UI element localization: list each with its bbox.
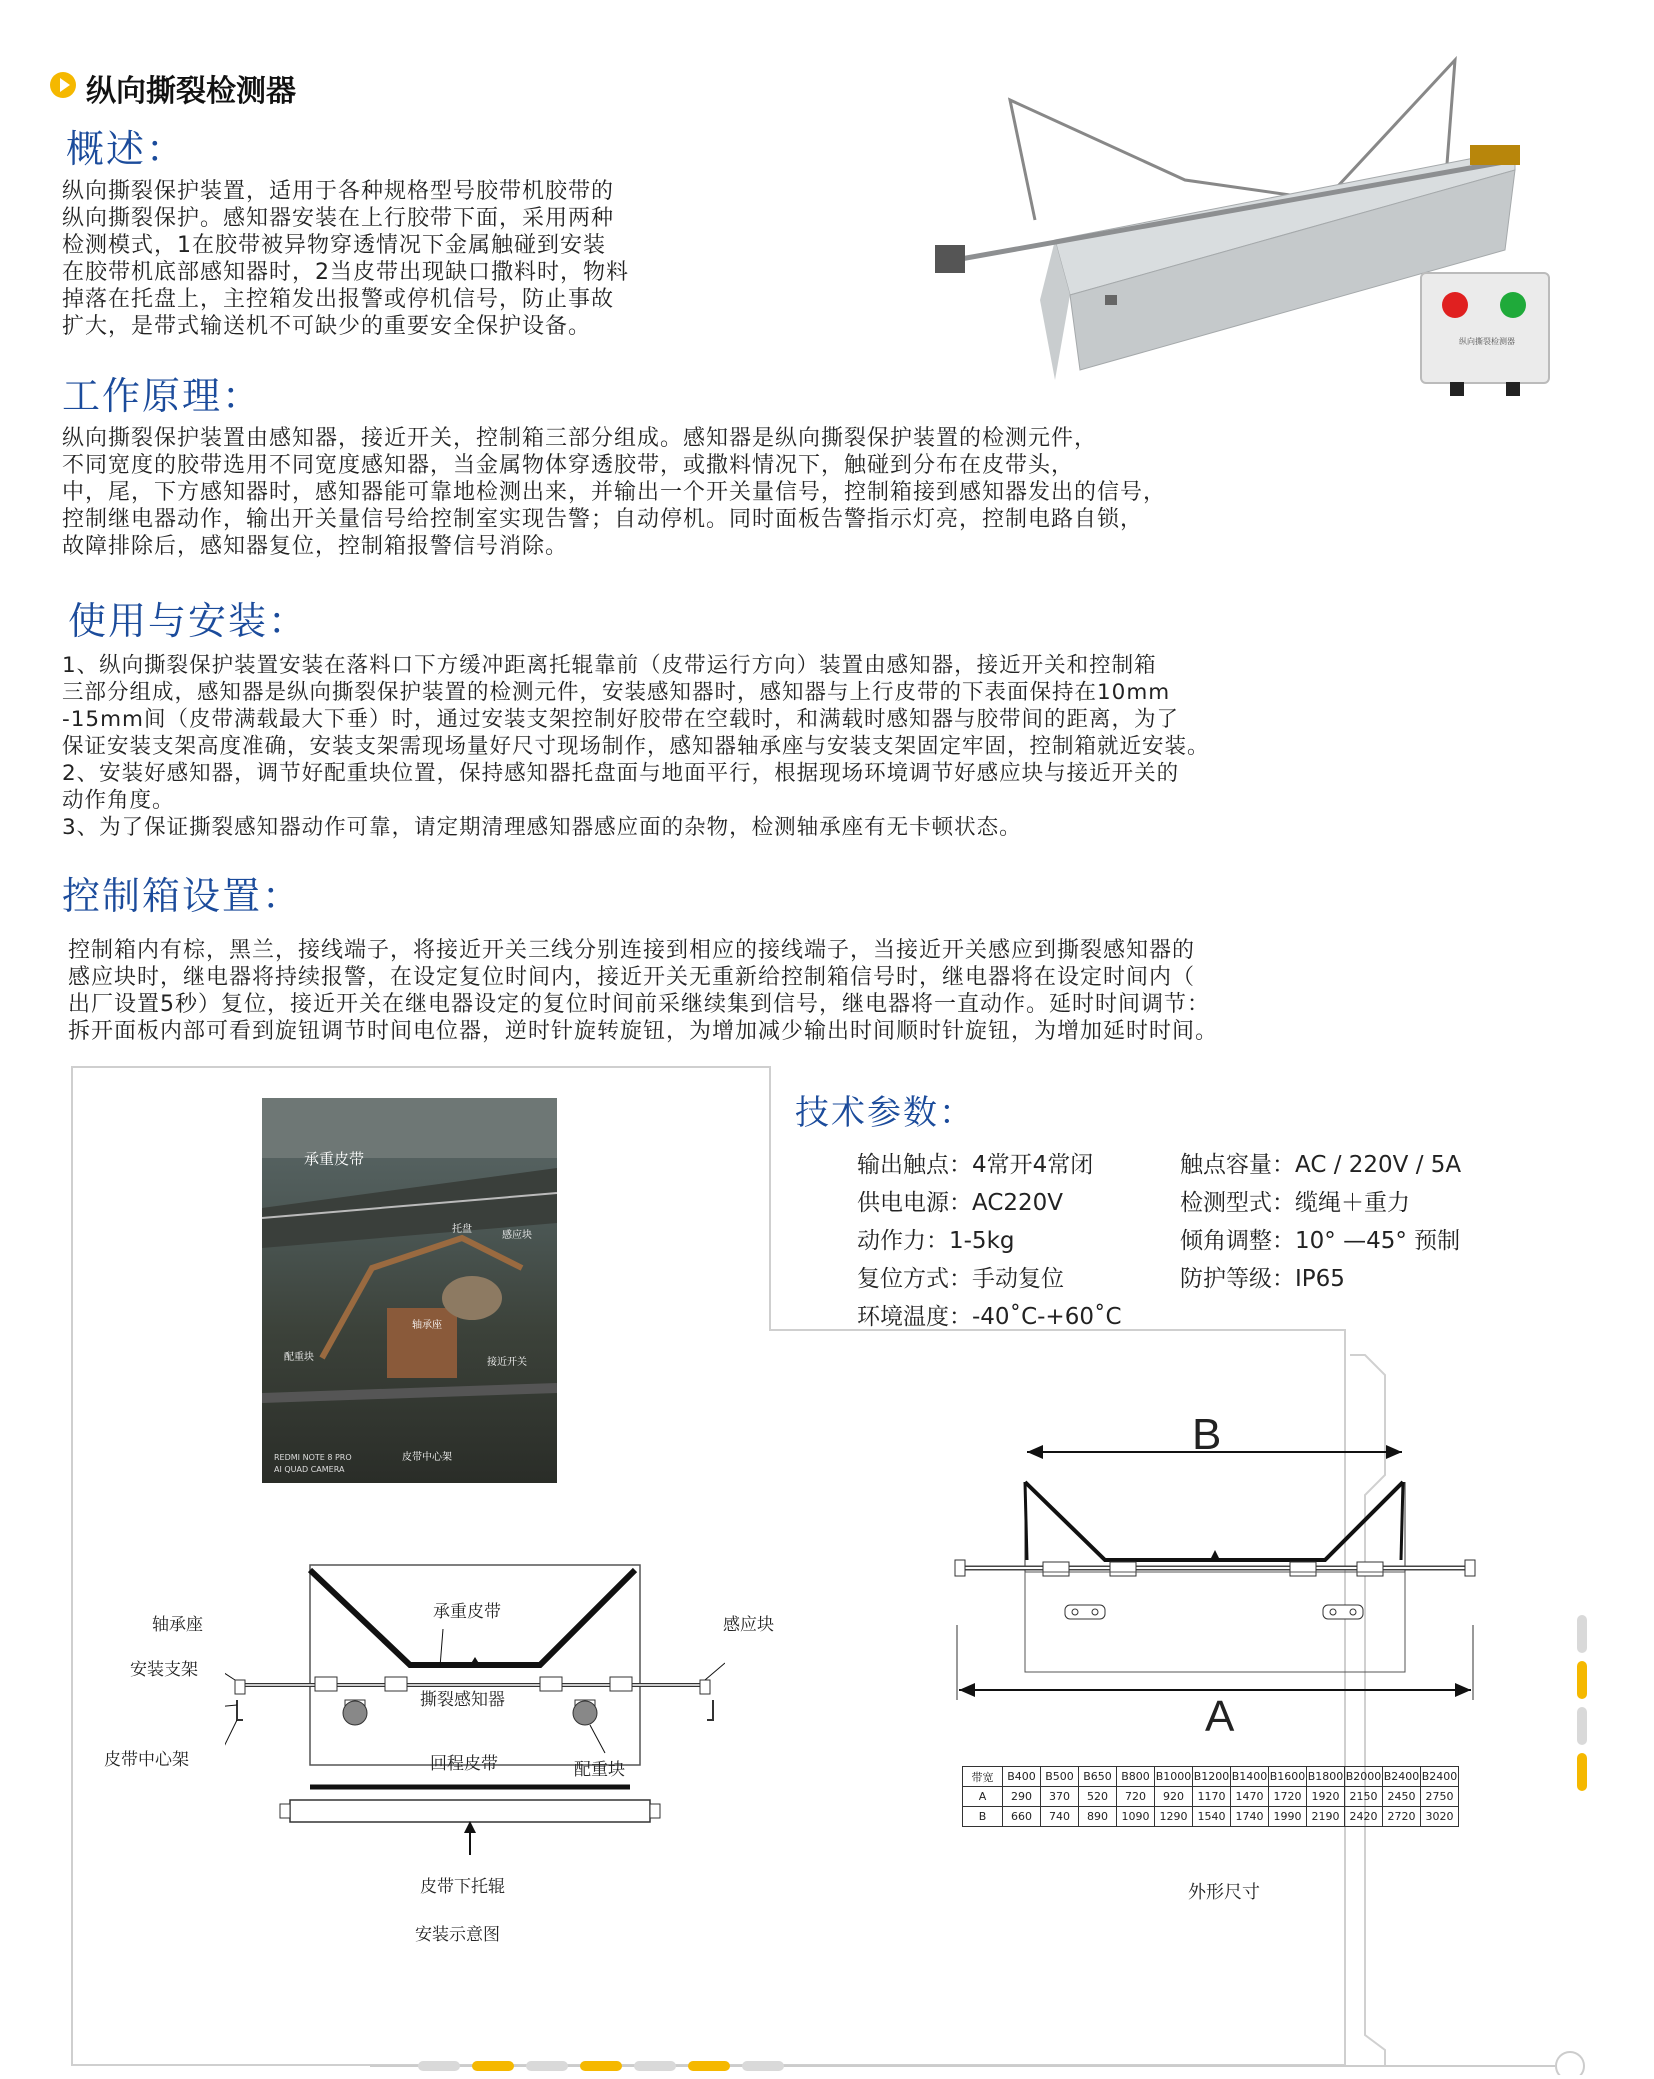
tech-param: 触点容量：AC / 220V / 5A bbox=[1180, 1152, 1462, 1178]
photo-label: 接近开关 bbox=[487, 1357, 527, 1368]
control-box-image bbox=[1420, 272, 1550, 384]
photo-label: 感应块 bbox=[502, 1230, 532, 1241]
site-photo bbox=[262, 1098, 557, 1483]
bearing-label: 轴承座 bbox=[152, 1615, 203, 1635]
tech-left-column bbox=[857, 1146, 1122, 1336]
tech-param: 供电电源：AC220V bbox=[857, 1190, 1064, 1216]
camera-watermark: REDMI NOTE 8 PRO bbox=[274, 1453, 352, 1462]
play-icon bbox=[50, 72, 76, 98]
overview-heading: 概述： bbox=[66, 127, 187, 171]
tech-param: 倾角调整：10° —45° 预制 bbox=[1180, 1228, 1461, 1254]
tech-heading: 技术参数： bbox=[795, 1093, 975, 1133]
photo-label: 轴承座 bbox=[412, 1320, 442, 1331]
photo-label: 托盘 bbox=[452, 1224, 472, 1235]
table-row: 带宽 B400 B500 B650 B800 B1000 B1200 B1400 B1600 B1800 B2000 B2400 B2400 bbox=[963, 1767, 1459, 1787]
cable-gland-icon bbox=[1506, 382, 1520, 396]
photo-label: 承重皮带 bbox=[304, 1150, 365, 1168]
principle-text: 纵向撕裂保护装置由感知器，接近开关，控制箱三部分组成。感知器是纵向撕裂保护装置的检测元件， 不同宽度的胶带选用不同宽度感知器，当金属物体穿透胶带，或撒料情况下，触碰到分布在皮带头， 中，尾，下方感知器时，感知器能可靠地检测出来，并输出一个开关量信号，控制箱接到感知器发出的信号， 控制继电器动作，输出开关量信号给控制室实现告警；自动停机。同时面板告警指示灯亮，控制电路自锁， 故障排除后，感知器复位，控制箱报警信号消除。 bbox=[62, 426, 1167, 559]
dimension-table bbox=[962, 1766, 1459, 1827]
sense-block-label: 感应块 bbox=[723, 1615, 774, 1635]
principle-heading: 工作原理： bbox=[62, 374, 263, 418]
tech-right-column bbox=[1180, 1146, 1461, 1298]
tech-param: 输出触点：4常开4常闭 bbox=[857, 1152, 1094, 1178]
tech-param: 复位方式：手动复位 bbox=[857, 1266, 1064, 1292]
install-caption: 安装示意图 bbox=[415, 1925, 500, 1945]
lower-idler-label: 皮带下托辊 bbox=[420, 1877, 505, 1897]
dimension-caption: 外形尺寸 bbox=[1188, 1882, 1260, 1903]
belt-label: 承重皮带 bbox=[433, 1602, 501, 1622]
table-row: A 290 370 520 720 920 1170 1470 1720 1920 2150 2450 2750 bbox=[963, 1787, 1459, 1807]
photo-label: 皮带中心架 bbox=[402, 1452, 452, 1463]
green-lamp-icon bbox=[1500, 292, 1526, 318]
page-title: 纵向撕裂检测器 bbox=[86, 74, 296, 109]
cable-gland-icon bbox=[1450, 382, 1464, 396]
tech-param: 动作力：1-5kg bbox=[857, 1228, 1015, 1254]
table-row: B 660 740 890 1090 1290 1540 1740 1990 2190 2420 2720 3020 bbox=[963, 1807, 1459, 1827]
tech-param: 检测型式：缆绳＋重力 bbox=[1180, 1190, 1410, 1216]
overview-text: 纵向撕裂保护装置，适用于各种规格型号胶带机胶带的 纵向撕裂保护。感知器安装在上行胶带下面，采用两种 检测模式，1在胶带被异物穿透情况下金属触碰到安装 在胶带机底部感知器时，2当皮带出现缺口撒料时，物料 掉落在托盘上，主控箱发出报警或停机信号，防止事故 扩大，是带式输送机不可缺少的重要安全保护设备。 bbox=[62, 179, 629, 339]
install-text: 1、纵向撕裂保护装置安装在落料口下方缓冲距离托辊靠前（皮带运行方向）装置由感知器，接近开关和控制箱 三部分组成，感知器是纵向撕裂保护装置的检测元件，安装感知器时，感知器与上行皮带的下表面保持在10mm -15mm间（皮带满载最大下垂）时，通过安装支架控制好胶带在空载时，和满载时感知器与胶带间的距离，为了 保证安装支架高度准确，安装支架需现场量好尺寸现场制作，感知器轴承座与安装支架固定牢固，控制箱就近安装。 2、安装好感知器，调节好配重块位置，保持感知器托盘面与地面平行，根据现场环境调节好感应块与接近开关的 动作角度。 3、为了保证撕裂感知器动作可靠，请定期清理感知器感应面的杂物，检测轴承座有无卡顿状态。 bbox=[62, 653, 1210, 840]
photo-label: 配重块 bbox=[284, 1352, 314, 1363]
weight-label: 配重块 bbox=[574, 1760, 625, 1780]
tech-param: 环境温度：-40˚C-+60˚C bbox=[857, 1304, 1122, 1330]
dimension-b-label: B bbox=[1192, 1410, 1222, 1459]
install-heading: 使用与安装： bbox=[68, 599, 309, 643]
tech-param: 防护等级：IP65 bbox=[1180, 1266, 1345, 1292]
red-lamp-icon bbox=[1442, 292, 1468, 318]
bracket-label: 安装支架 bbox=[130, 1660, 198, 1680]
return-belt-label: 回程皮带 bbox=[430, 1754, 498, 1774]
sensor-label: 撕裂感知器 bbox=[420, 1690, 505, 1710]
dimension-a-label: A bbox=[1205, 1692, 1235, 1741]
control-text: 控制箱内有棕，黑兰，接线端子，将接近开关三线分别连接到相应的接线端子，当接近开关感应到撕裂感知器的 感应块时，继电器将持续报警，在设定复位时间内，接近开关无重新给控制箱信号时，继电器将在设定时间内（ 出厂设置5秒）复位，接近开关在继电器设定的复位时间前采继续集到信号，继电器将一直动作。延时时间调节： 拆开面板内部可看到旋钮调节时间电位器，逆时针旋转旋钮，为增加减少输出时间顺时针旋钮，为增加延时时间。 bbox=[68, 938, 1219, 1044]
control-box-label: 纵向撕裂检测器 bbox=[1459, 337, 1515, 346]
camera-watermark: AI QUAD CAMERA bbox=[274, 1465, 345, 1474]
control-heading: 控制箱设置： bbox=[62, 874, 303, 918]
frame-label: 皮带中心架 bbox=[104, 1750, 189, 1770]
